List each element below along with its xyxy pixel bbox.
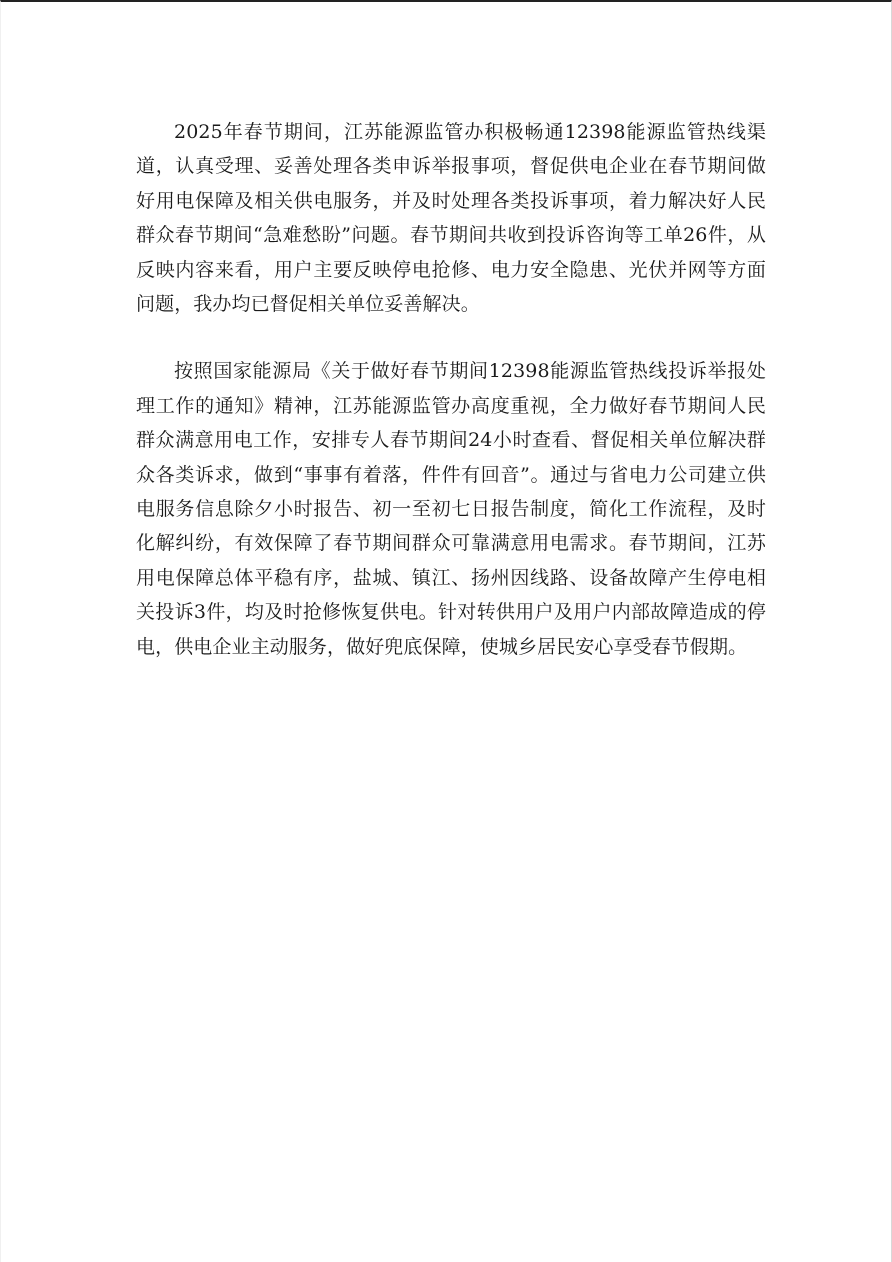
document-body <box>136 115 766 664</box>
paragraph-work-measures: 按照国家能源局《关于做好春节期间12398能源监管热线投诉举报处理工作的通知》精神，江苏能源监管办高度重视，全力做好春节期间人民群众满意用电工作，安排专人春节期间24小时查看、督促相关单位解决群众各类诉求，做到“事事有着落，件件有回音”。通过与省电力公司建立供电服务信息除夕小时报告、初一至初七日报告制度，简化工作流程，及时化解纠纷，有效保障了春节期间群众可靠满意用电需求。春节期间，江苏用电保障总体平稳有序，盐城、镇江、扬州因线路、设备故障产生停电相关投诉3件，均及时抢修恢复供电。针对转供用户及用户内部故障造成的停电，供电企业主动服务，做好兜底保障，使城乡居民安心享受春节假期。 <box>136 360 766 658</box>
paragraph-hotline-summary: 2025年春节期间，江苏能源监管办积极畅通12398能源监管热线渠道，认真受理、妥善处理各类申诉举报事项，督促供电企业在春节期间做好用电保障及相关供电服务，并及时处理各类投诉事项，着力解决好人民群众春节期间“急难愁盼”问题。春节期间共收到投诉咨询等工单26件，从反映内容来看，用户主要反映停电抢修、电力安全隐患、光伏并网等方面问题，我办均已督促相关单位妥善解决。 <box>136 121 766 316</box>
